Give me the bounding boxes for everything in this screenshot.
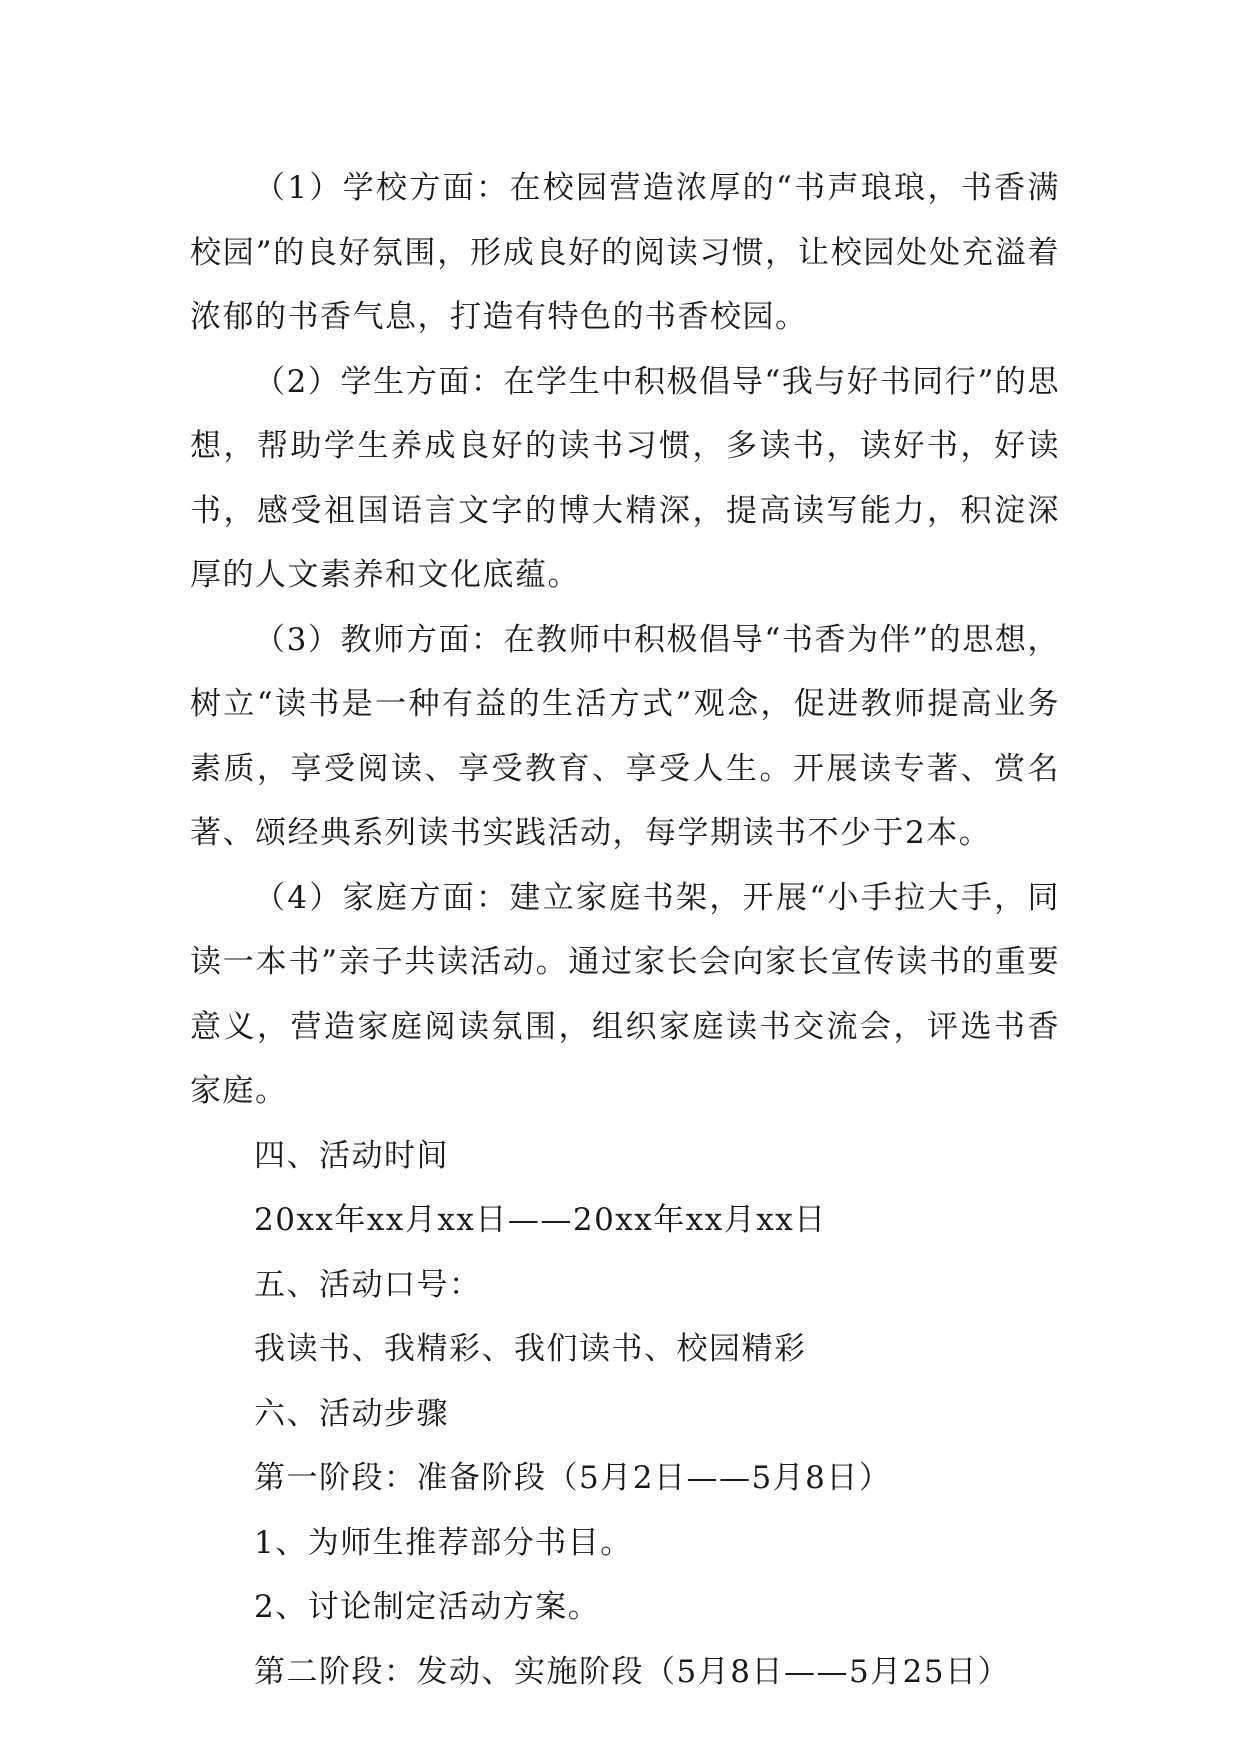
heading-activity-steps: 六、活动步骤: [254, 1395, 449, 1432]
paragraph-family: （4）家庭方面：建立家庭书架，开展“小手拉大手，同读一本书”亲子共读活动。通过家长会向家长宣传读书的重要意义，营造家庭阅读氛围，组织家庭读书交流会，评选书香家庭。: [190, 879, 1060, 1109]
heading-activity-time: 四、活动时间: [254, 1137, 449, 1174]
stage-two-title: 第二阶段：发动、实施阶段（5月8日——5月25日）: [254, 1653, 1011, 1690]
activity-time-range: 20xx年xx月xx日——20xx年xx月xx日: [254, 1202, 827, 1238]
heading-activity-slogan: 五、活动口号：: [254, 1266, 482, 1303]
paragraph-school: （1）学校方面：在校园营造浓厚的“书声琅琅，书香满校园”的良好氛围，形成良好的阅读习惯，让校园处处充溢着浓郁的书香气息，打造有特色的书香校园。: [190, 170, 1060, 335]
paragraph-teachers: （3）教师方面：在教师中积极倡导“书香为伴”的思想，树立“读书是一种有益的生活方式”观念，促进教师提高业务素质，享受阅读、享受教育、享受人生。开展读专著、赏名著、颂经典系列读书实践活动，每学期读书不少于2本。: [190, 621, 1060, 851]
stage-one-title: 第一阶段：准备阶段（5月2日——5月8日）: [254, 1460, 892, 1496]
stage-one-item-2: 2、讨论制定活动方案。: [254, 1589, 601, 1625]
activity-slogan: 我读书、我精彩、我们读书、校园精彩: [254, 1331, 807, 1367]
document-body: [190, 156, 1060, 1704]
stage-one-item-1: 1、为师生推荐部分书目。: [254, 1524, 633, 1561]
paragraph-students: （2）学生方面：在学生中积极倡导“我与好书同行”的思想，帮助学生养成良好的读书习惯，多读书，读好书，好读书，感受祖国语言文字的博大精深，提高读写能力，积淀深厚的人文素养和文化底蕴。: [190, 363, 1060, 593]
